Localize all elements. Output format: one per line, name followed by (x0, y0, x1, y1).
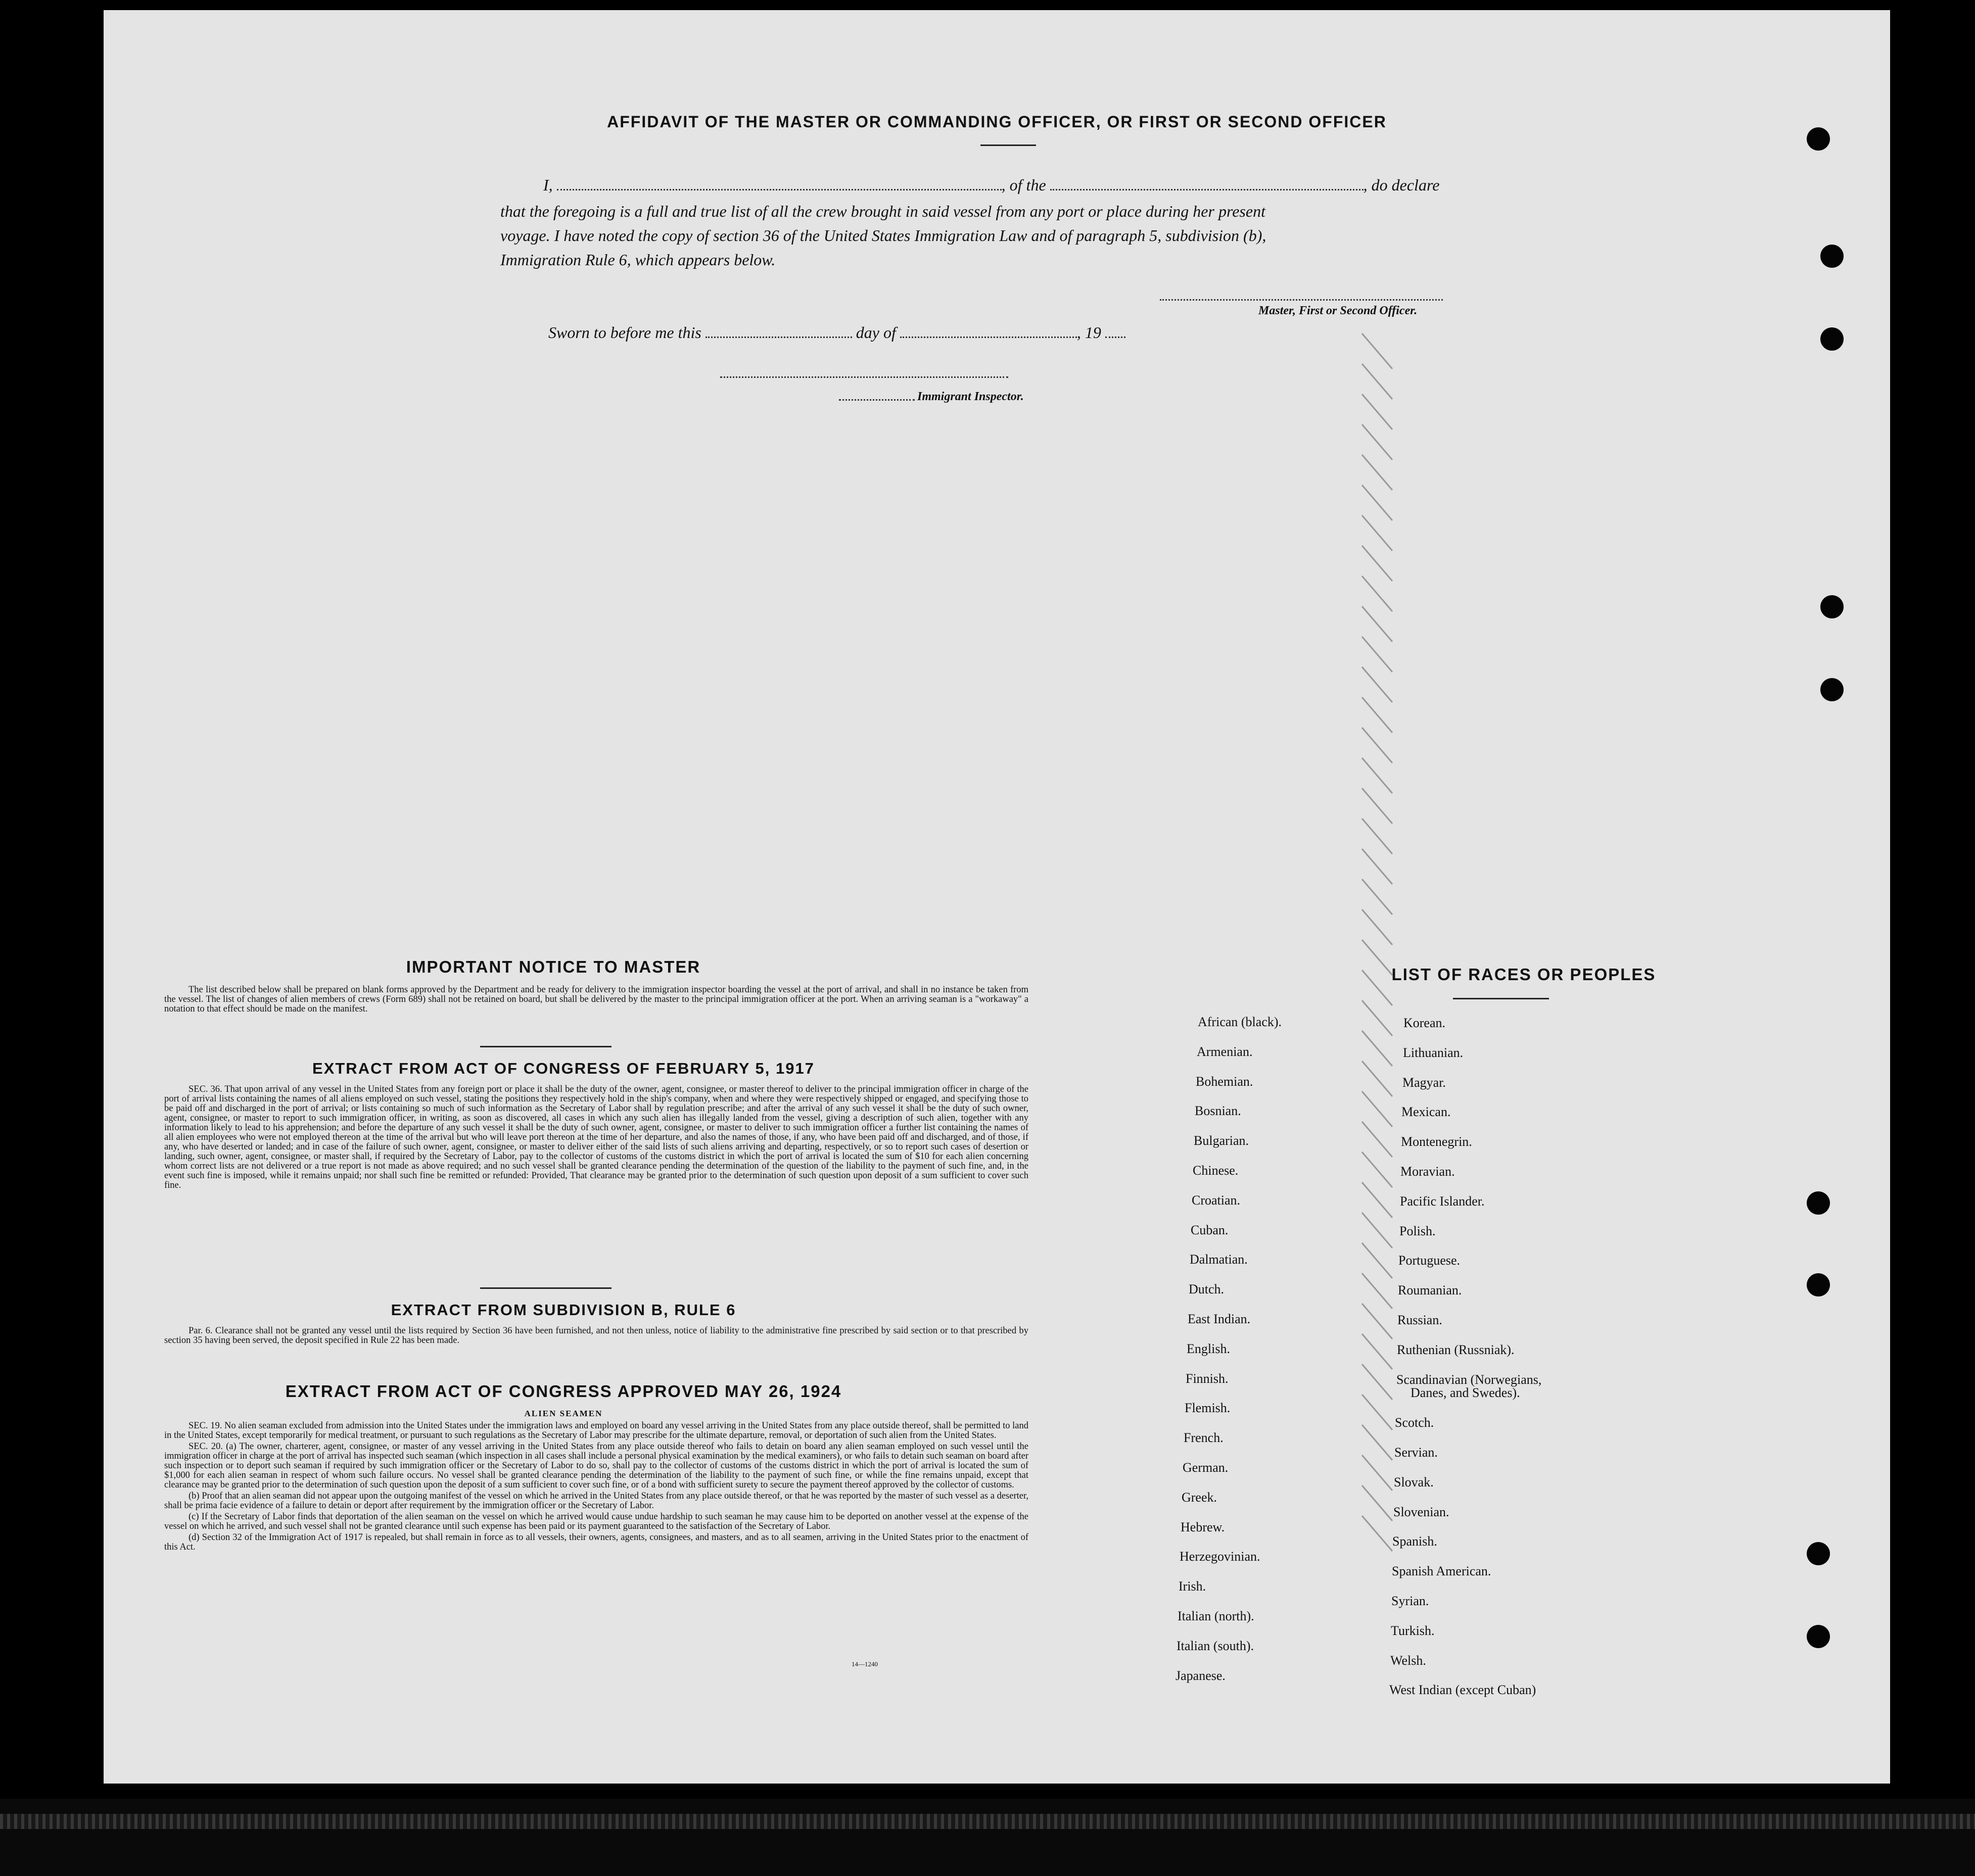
race-item: Dutch. (1189, 1282, 1225, 1297)
sworn-day-blank[interactable] (706, 325, 852, 338)
affidavit-title: AFFIDAVIT OF THE MASTER OR COMMANDING OFFICER, OR FIRST OR SECOND OFFICER (607, 113, 1387, 131)
declaration-line-1 (543, 176, 1439, 195)
inspector-lead-line (839, 399, 915, 401)
race-item: Russian. (1397, 1313, 1442, 1327)
race-item: Italian (north). (1178, 1609, 1254, 1623)
tally-mark (1362, 1485, 1392, 1521)
race-item: Roumanian. (1398, 1283, 1462, 1298)
sworn-month-blank[interactable] (900, 325, 1077, 338)
race-item: Mexican. (1401, 1104, 1451, 1120)
extract-1917-text: SEC. 36. That upon arrival of any vessel in the United States from any foreign port or place it shall be the duty of the owner, agent, consignee, or master thereof to deliver to the principal immigration officer in charge of the port of arrival lists containing the names of all aliens employed on such vessel, stating the positions they respectively hold in the ship's company, when and where they were respectively shipped or engaged, and specifying those to be paid off and discharged in the port of arrival; or lists containing so much of such information as the Secretary of Labor shall by regulation prescribe; and after the arrival of any such vessel it shall be the duty of such owner, agent, consignee, or master to report to such immigration officer, in writing, as soon as discovered, all cases in which any such alien has illegally landed from the vessel, giving a description of such alien, together with any information likely to lead to his apprehension; and before the departure of any such vessel it shall be the duty of such owner, agent, consignee, or master to deliver to such immigration officer a further list containing the names of all alien employees who were not employed thereon at the time of the arrival but who will leave port thereon at the time of her departure, and also the names of those, if any, who have been paid off and discharged, and of those, if any, who have deserted or landed; and in case of the failure of such owner, agent, consignee, or master to deliver either of the said lists of such aliens arriving and departing, respectively, or so to report such cases of desertion or landing, such owner, agent, consignee, or master shall, if required by the Secretary of Labor, pay to the collector of customs of the customs district in which the port of arrival is located the sum of $10 for each alien concerning whom correct lists are not delivered or a true report is not made as above required; and no such vessel shall be granted clearance pending the determination of the question of the liability to the payment of such fine, and, in the event such fine is imposed, while it remains unpaid; nor shall such fine be remitted or refunded: Provided, That clearance may be granted prior to the determination of such question upon deposit of a sum sufficient to cover such fine. (164, 1084, 1028, 1190)
sworn-year-blank[interactable] (1105, 325, 1125, 338)
punch-hole (1820, 595, 1844, 618)
declaration-line-4: Immigration Rule 6, which appears below. (500, 251, 776, 269)
tally-mark (1362, 1000, 1392, 1036)
race-item: Turkish. (1391, 1623, 1435, 1638)
vessel-blank[interactable] (1050, 178, 1363, 190)
extract-rule6-text: Par. 6. Clearance shall not be granted any vessel until the lists required by Section 36 have been furnished, and not then unless, notice of liability to the administrative fine prescribed by said section or to that prescribed by section 35 having been served, the deposit specified in Rule 22 has been made. (164, 1326, 1028, 1345)
tally-mark (1362, 637, 1392, 672)
tally-mark (1362, 849, 1392, 884)
declaration-line-2: that the foregoing is a full and true list of all the crew brought in said vessel from any port or place during her present (500, 202, 1265, 220)
year-prefix: , 19 (1076, 323, 1101, 342)
race-item: Bosnian. (1195, 1103, 1241, 1119)
tally-mark (1362, 879, 1392, 915)
extract-rule6-body (164, 1326, 1028, 1347)
form-number: 14—1240 (852, 1660, 878, 1668)
tally-mark (1362, 819, 1392, 854)
tally-mark (1362, 1394, 1392, 1430)
tally-mark (1362, 333, 1392, 369)
race-item: Spanish American. (1392, 1564, 1491, 1579)
tally-mark (1362, 1273, 1392, 1309)
inspector-signature-line[interactable] (720, 376, 1008, 378)
extract-1924-p2: SEC. 20. (a) The owner, charterer, agent, consignee, or master of any vessel arriving in the United States from any place outside thereof who fails to detain on board any alien seaman employed on such vessel until the immigration officer in charge at the port of arrival has inspected such seaman (which inspection in all cases shall include a personal physical examination by the medical examiners), or who fails to detain such seaman on board after such inspection or to deport such seaman if required by such immigration officer or the Secretary of Labor to do so, shall pay to the collector of customs of the customs district in which the port of arrival is located the sum of $1,000 for each alien seaman in respect of whom such failure occurs. No vessel shall be granted clearance pending the determination of the liability to the payment of such fine, or while the fine remains unpaid, except that clearance may be granted prior to the determination of such question upon the deposit of a sum sufficient to cover such fine, or of a bond with sufficient surety to secure the payment thereof approved by the collector of customs. (164, 1441, 1029, 1490)
punch-hole (1820, 678, 1844, 701)
tally-mark (1362, 1061, 1392, 1096)
race-item: Bohemian. (1196, 1074, 1253, 1089)
extract-rule6-title: EXTRACT FROM SUBDIVISION B, RULE 6 (391, 1301, 736, 1319)
tally-mark (1362, 697, 1392, 733)
declaration-line-3: voyage. I have noted the copy of section 36 of the United States Immigration Law and of paragraph 5, subdivision (b), (500, 226, 1266, 245)
races-divider (1453, 998, 1549, 999)
tally-mark (1362, 485, 1392, 520)
tally-mark (1362, 424, 1392, 460)
tally-mark (1362, 1182, 1392, 1218)
race-item: Croatian. (1192, 1192, 1241, 1208)
notice-body (164, 985, 1028, 1016)
tally-marks (1256, 323, 1461, 1586)
tally-mark (1362, 1455, 1392, 1490)
race-item: Armenian. (1197, 1044, 1253, 1059)
tally-mark (1362, 1425, 1392, 1460)
race-item: Chinese. (1193, 1163, 1239, 1178)
notice-title: IMPORTANT NOTICE TO MASTER (406, 957, 701, 976)
race-item: Bulgarian. (1194, 1133, 1249, 1148)
tally-mark (1362, 1152, 1392, 1187)
race-item: Syrian. (1391, 1594, 1429, 1608)
day-of-text: day of (856, 323, 896, 342)
tally-mark (1362, 1304, 1392, 1339)
tally-mark (1362, 394, 1392, 429)
sworn-text: Sworn to before me this (548, 323, 701, 342)
race-item: German. (1183, 1460, 1229, 1475)
tally-mark (1362, 455, 1392, 490)
races-title: LIST OF RACES OR PEOPLES (1391, 965, 1656, 984)
tally-mark (1362, 606, 1392, 642)
extract-1924-body (164, 1421, 1028, 1554)
race-item: Montenegrin. (1401, 1134, 1472, 1149)
race-item: Italian (south). (1177, 1638, 1254, 1653)
tally-mark (1362, 667, 1392, 702)
race-item: Scandinavian (Norwegians, (1396, 1372, 1542, 1387)
tally-mark (1362, 909, 1392, 945)
tally-mark (1362, 1243, 1392, 1278)
signature-label: Master, First or Second Officer. (1258, 304, 1418, 317)
extract-1924-title: EXTRACT FROM ACT OF CONGRESS APPROVED MAY 26, 1924 (285, 1382, 842, 1401)
tally-mark (1362, 546, 1392, 581)
tally-mark (1362, 515, 1392, 551)
tally-mark (1362, 1213, 1392, 1248)
race-item: Slovenian. (1393, 1504, 1449, 1519)
race-item: Lithuanian. (1403, 1045, 1464, 1060)
sworn-line (548, 323, 1125, 342)
signature-line[interactable] (1160, 299, 1443, 301)
race-item: Polish. (1399, 1223, 1436, 1238)
race-item: Finnish. (1186, 1371, 1229, 1386)
race-item: Cuban. (1191, 1222, 1229, 1237)
document-page (104, 10, 1890, 1784)
extract-1924-p3: (b) Proof that an alien seaman did not appear upon the outgoing manifest of the vessel on which he arrived in the United States from any place outside thereof, or that he was reported by the master of such vessel as a deserter, shall be prima facie evidence of a failure to detain or deport after requirement by the immigration officer or the Secretary of Labor. (164, 1491, 1028, 1511)
punch-hole (1807, 1625, 1830, 1648)
race-item: Pacific Islander. (1400, 1193, 1485, 1209)
extract-1924-p4: (c) If the Secretary of Labor finds that deportation of the alien seaman on the vessel on which he arrived would cause undue hardship to such seaman he may cause him to be deported on another vessel at the expense of the vessel on which he arrived, and such vessel shall not be granted clearance until such expense has been paid or its payment guaranteed to the satisfaction of the Secretary of Labor. (164, 1512, 1028, 1531)
race-item: Slovak. (1394, 1474, 1434, 1489)
race-item: Ruthenian (Russniak). (1397, 1342, 1515, 1357)
name-blank[interactable] (557, 178, 1002, 190)
tally-mark (1362, 940, 1392, 975)
race-item: Servian. (1394, 1445, 1438, 1460)
title-divider (980, 145, 1036, 146)
tally-mark (1362, 788, 1392, 824)
race-item: Greek. (1182, 1489, 1217, 1505)
race-item: West Indian (except Cuban) (1389, 1682, 1536, 1698)
declaration-of-the: , of the (1001, 176, 1046, 194)
punch-hole (1807, 1273, 1830, 1296)
extract-1924-p1: SEC. 19. No alien seaman excluded from admission into the United States under the immigration laws and employed on board any vessel arriving in the United States from any place outside thereof, shall be permitted to land in the United States, except temporarily for medical treatment, or pursuant to such regulations as the Secretary of Labor may prescribe for the ultimate departure, removal, or deportation of such alien from the United States. (164, 1421, 1028, 1440)
race-item: Irish. (1179, 1579, 1206, 1594)
race-item: English. (1187, 1341, 1230, 1356)
race-item: African (black). (1198, 1015, 1282, 1029)
extract-1924-p5: (d) Section 32 of the Immigration Act of 1917 is repealed, but shall remain in force as to all vessels, their owners, agents, consignees, and masters, and as to all seamen, arriving in the United States prior to the enactment of this Act. (164, 1532, 1028, 1552)
tally-mark (1362, 576, 1392, 611)
tally-mark (1362, 1334, 1392, 1369)
race-item: Herzegovinian. (1180, 1549, 1260, 1564)
declaration-i: I, (543, 176, 553, 194)
race-item: Welsh. (1390, 1653, 1426, 1668)
race-item: Flemish. (1185, 1401, 1231, 1416)
punch-hole (1807, 127, 1830, 151)
inspector-label: Immigrant Inspector. (917, 390, 1024, 403)
race-item: Spanish. (1392, 1534, 1437, 1549)
tally-mark (1362, 1364, 1392, 1400)
tally-mark (1362, 1031, 1392, 1066)
divider-2 (480, 1287, 612, 1289)
tally-mark (1362, 364, 1392, 399)
punch-hole (1820, 245, 1844, 268)
scan-edge (0, 1814, 1975, 1829)
divider-1 (480, 1046, 612, 1047)
race-item: Portuguese. (1398, 1253, 1461, 1268)
race-item: East Indian. (1188, 1312, 1251, 1326)
race-item: Dalmatian. (1190, 1252, 1248, 1267)
race-item: Magyar. (1402, 1075, 1446, 1090)
tally-mark (1362, 1516, 1392, 1551)
alien-seamen-subtitle: ALIEN SEAMEN (524, 1409, 603, 1418)
race-item: Hebrew. (1181, 1519, 1225, 1534)
race-item: Moravian. (1400, 1164, 1455, 1179)
tally-mark (1362, 758, 1392, 793)
notice-text: The list described below shall be prepared on blank forms approved by the Department and be ready for delivery to the immigration inspector boarding the vessel at the port of arrival, and shall in no instance be taken from the vessel. The list of changes of alien members of crews (Form 689) shall not be retained on board, but shall be delivered by the master to the principal immigration officer at the port. When an arriving seaman is a "workaway" a notation to that effect should be made on the manifest. (164, 985, 1028, 1014)
extract-1917-title: EXTRACT FROM ACT OF CONGRESS OF FEBRUARY 5, 1917 (312, 1060, 815, 1077)
scan-margin (0, 1799, 1975, 1876)
race-item: Korean. (1403, 1016, 1446, 1030)
punch-hole (1807, 1542, 1830, 1565)
tally-mark (1362, 728, 1392, 763)
punch-hole (1807, 1191, 1830, 1215)
declaration-do-declare: , do declare (1363, 176, 1440, 194)
tally-mark (1362, 1122, 1392, 1157)
extract-1917-body (164, 1085, 1028, 1192)
race-item: French. (1184, 1430, 1224, 1446)
punch-hole (1820, 327, 1844, 351)
race-item: Japanese. (1175, 1668, 1226, 1683)
race-item: Danes, and Swedes). (1410, 1385, 1520, 1401)
race-item: Scotch. (1395, 1415, 1434, 1430)
tally-mark (1362, 970, 1392, 1005)
tally-mark (1362, 1091, 1392, 1127)
